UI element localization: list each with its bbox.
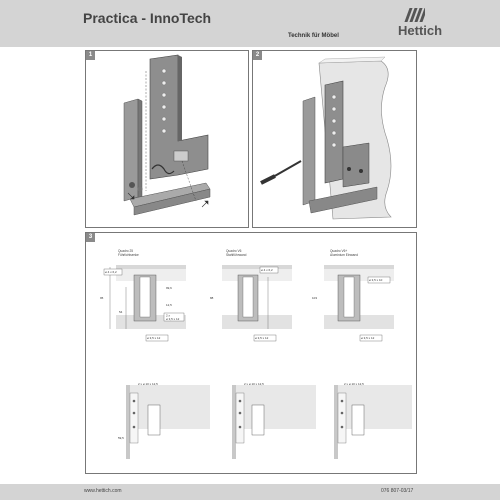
variant-caption: Quadro V6 Stahlführwand (226, 249, 247, 257)
svg-text:ø 3,5 x 10: ø 3,5 x 10 (369, 278, 383, 282)
step-1-illustration (86, 51, 248, 227)
page-footer (0, 484, 500, 500)
variant-1-section (100, 249, 186, 341)
document-title: Practica - InnoTech (83, 10, 212, 26)
hole-layout-1 (118, 382, 210, 459)
brand-name: Hettich (398, 23, 443, 38)
variant-3-section (312, 249, 394, 341)
step-2-illustration (253, 51, 416, 227)
footer-document-code: 076 807-03/17 (381, 488, 414, 494)
svg-text:88: 88 (210, 296, 214, 300)
svg-text:2 x: 2 x (166, 313, 171, 318)
brand-logo (385, 4, 480, 44)
hole-label: 2 x ø 10 x 12,5 (244, 382, 264, 386)
svg-text:ø 4 x 6,2: ø 4 x 6,2 (105, 270, 117, 274)
variant-2-section (210, 249, 292, 341)
step-number: 1 (86, 51, 95, 60)
svg-text:12,5: 12,5 (166, 303, 172, 307)
svg-text:ø 3,5 x 12: ø 3,5 x 12 (361, 336, 375, 340)
svg-text:103: 103 (312, 296, 318, 300)
hole-label: 2 x ø 10 x 12,5 (138, 382, 158, 386)
hole-layout-3 (334, 382, 412, 459)
svg-text:ø 3,5 x 12: ø 3,5 x 12 (147, 336, 161, 340)
variant-caption: Quadro V6+ Aluminium Einwand (330, 249, 358, 257)
variant-caption: Quadro 25 Führlichtsenke (118, 249, 139, 257)
svg-text:99,6: 99,6 (166, 286, 172, 290)
svg-text:59,5: 59,5 (118, 436, 124, 440)
document-subtitle: Technik für Möbel (288, 33, 339, 39)
page-header (0, 0, 500, 47)
step-panel-3 (85, 232, 417, 474)
svg-text:54: 54 (119, 310, 123, 314)
step-panel-2 (252, 50, 417, 228)
hole-layout-2 (232, 382, 316, 459)
footer-url: www.hettich.com (84, 488, 122, 494)
svg-text:95: 95 (100, 296, 104, 300)
step-number: 2 (253, 51, 262, 60)
step-3-dimension-drawings (86, 233, 416, 473)
step-number: 3 (86, 233, 95, 242)
svg-text:ø 3,5 x 12: ø 3,5 x 12 (166, 317, 180, 321)
svg-text:ø 4 x 6,2: ø 4 x 6,2 (261, 268, 273, 272)
svg-text:ø 3,5 x 12: ø 3,5 x 12 (255, 336, 269, 340)
step-panel-1 (85, 50, 249, 228)
hole-label: 2 x ø 10 x 12,5 (344, 382, 364, 386)
